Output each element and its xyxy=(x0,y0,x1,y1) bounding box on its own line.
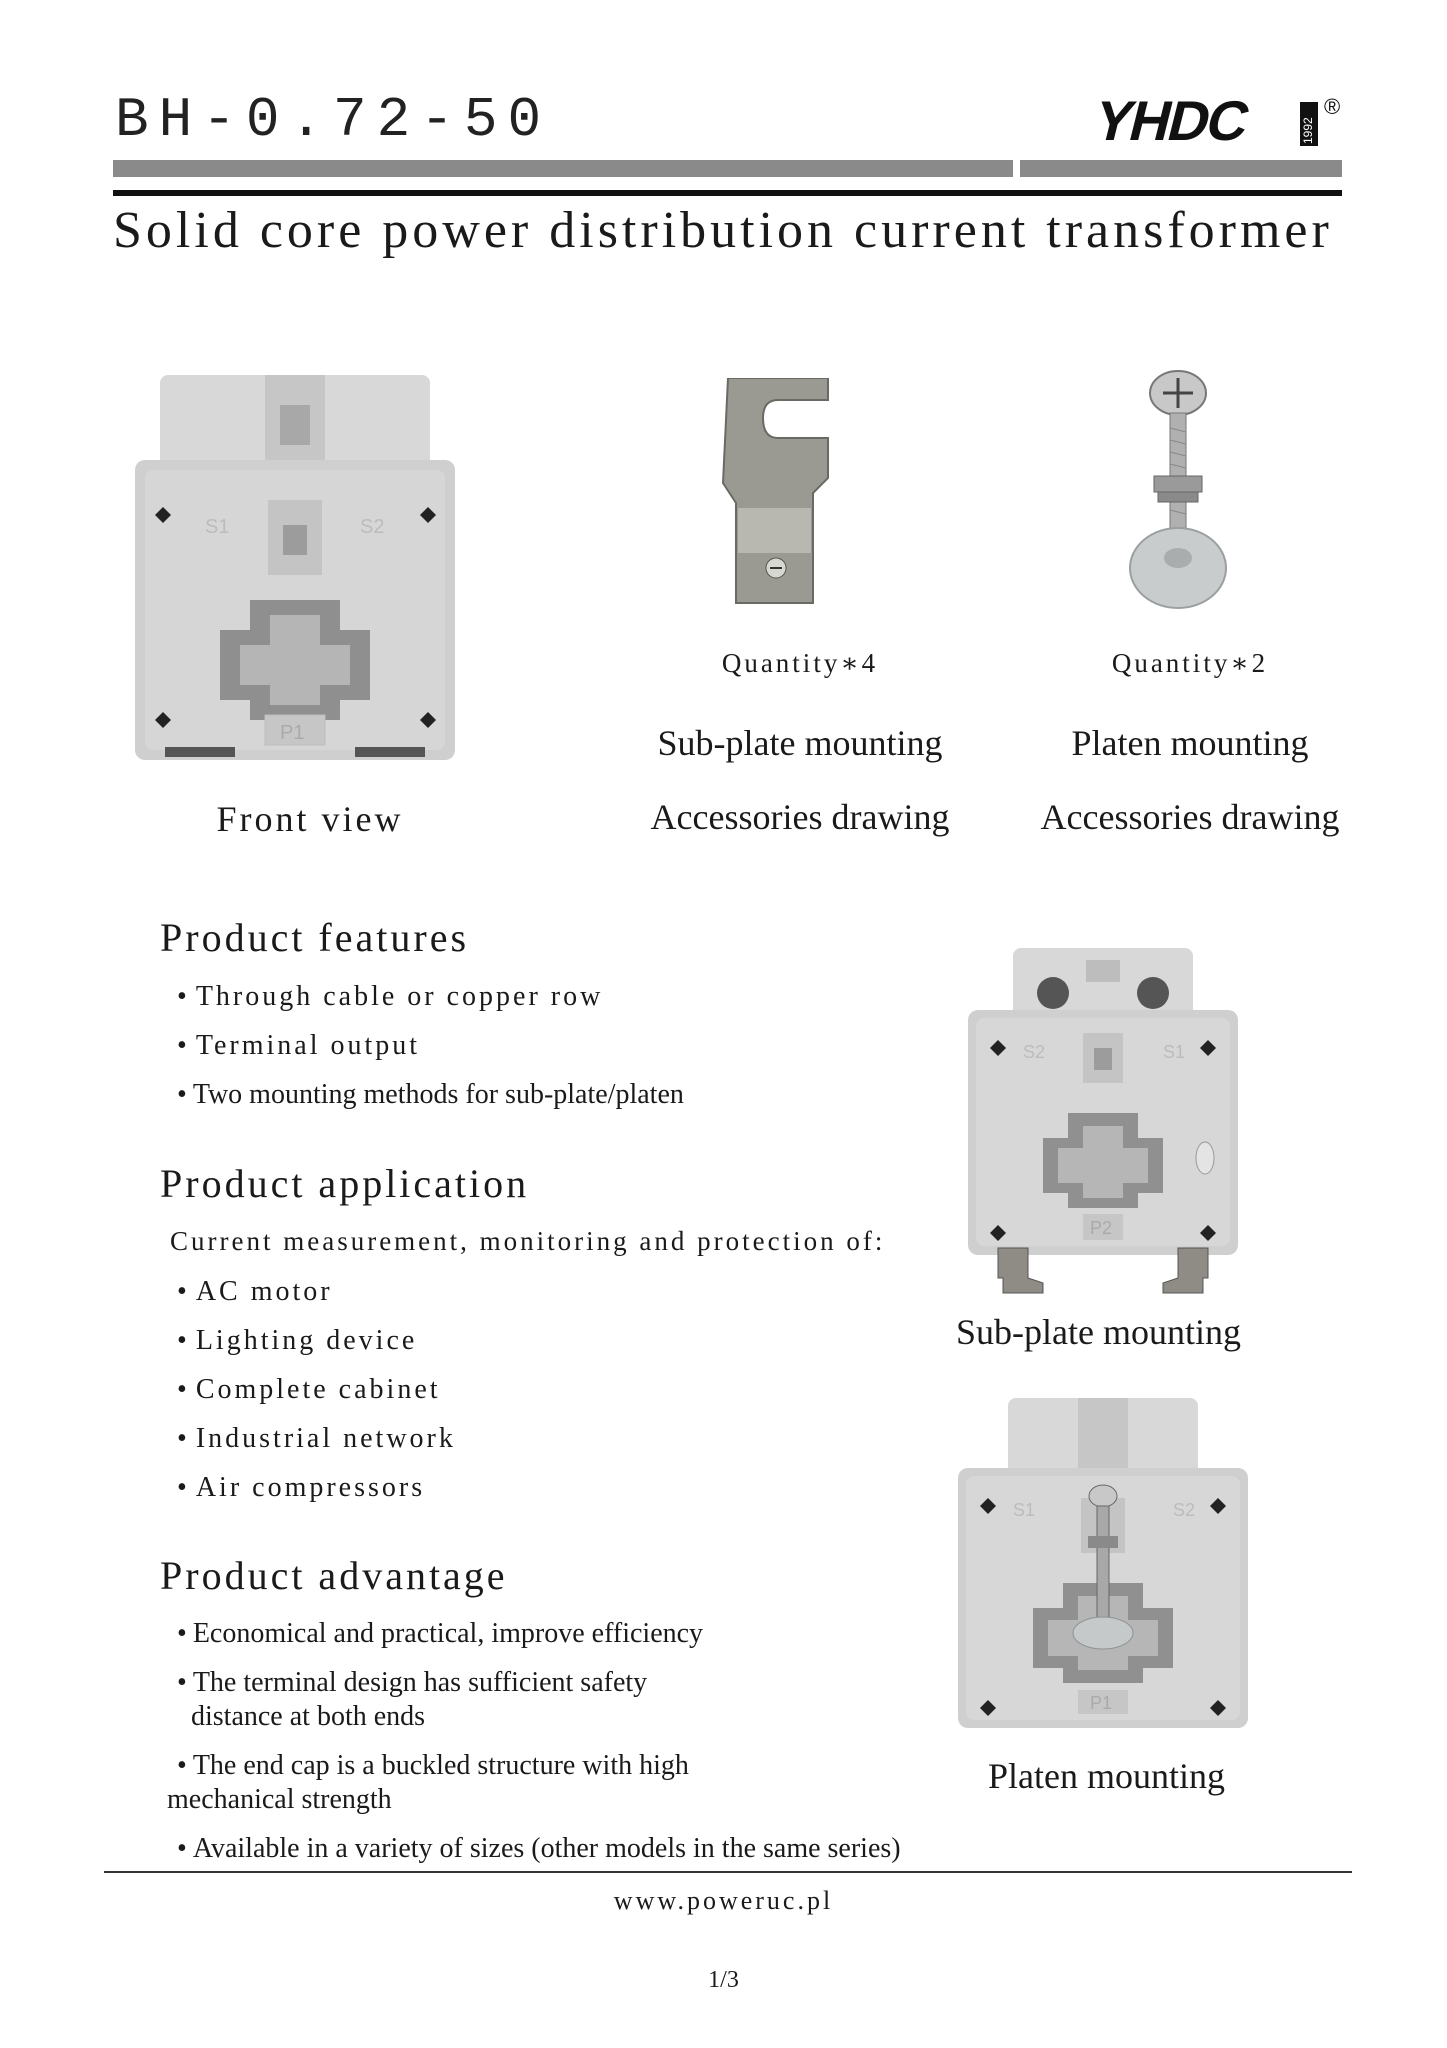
subplate-bracket-image xyxy=(718,378,838,610)
list-item: • Complete cabinet xyxy=(177,1374,441,1405)
list-item: • Through cable or copper row xyxy=(177,981,604,1012)
list-item: • Air compressors xyxy=(177,1472,426,1503)
application-title: Product application xyxy=(160,1161,530,1206)
svg-text:P1: P1 xyxy=(280,722,305,744)
list-item: • Lighting device xyxy=(177,1325,418,1356)
accessory-1-title: Sub-plate mounting xyxy=(657,723,943,763)
advantage-title: Product advantage xyxy=(160,1553,508,1598)
list-item: • Available in a variety of sizes (other models in the same series) xyxy=(177,1833,901,1864)
platen-bolt-image xyxy=(1108,368,1248,613)
svg-text:S1: S1 xyxy=(205,516,230,538)
svg-text:®: ® xyxy=(1324,94,1341,119)
svg-text:YHDC: YHDC xyxy=(1087,90,1254,153)
accessory-2-quantity: Quantity∗2 xyxy=(1111,648,1269,678)
brand-logo xyxy=(1082,88,1342,158)
header-bar-right xyxy=(1020,160,1342,177)
svg-text:1992: 1992 xyxy=(1301,117,1315,144)
svg-text:P1: P1 xyxy=(1090,1693,1113,1713)
svg-text:P2: P2 xyxy=(1090,1218,1113,1238)
subplate-mounting-caption: Sub-plate mounting xyxy=(956,1312,1241,1352)
page-number: 1/3 xyxy=(708,1967,739,1993)
list-item: • Industrial network xyxy=(177,1423,456,1454)
svg-text:S1: S1 xyxy=(1163,1042,1186,1062)
accessory-2-subtitle: Accessories drawing xyxy=(1040,797,1340,837)
list-item: • The end cap is a buckled structure with high xyxy=(177,1750,689,1781)
footer-rule xyxy=(104,1871,1352,1873)
application-intro: Current measurement, monitoring and protection of: xyxy=(170,1226,886,1256)
svg-text:S1: S1 xyxy=(1013,1500,1036,1520)
platen-mounting-image xyxy=(958,1398,1248,1738)
front-view-label: Front view xyxy=(216,799,404,839)
list-item-continuation: mechanical strength xyxy=(167,1784,392,1815)
accessory-1-subtitle: Accessories drawing xyxy=(650,797,950,837)
front-view-image xyxy=(135,375,455,770)
list-item: • Economical and practical, improve efficiency xyxy=(177,1618,704,1649)
accessory-2-title: Platen mounting xyxy=(1071,723,1309,763)
header-bar-left xyxy=(113,160,1013,177)
svg-text:S2: S2 xyxy=(360,516,385,538)
list-item: • The terminal design has sufficient safety xyxy=(177,1667,648,1698)
platen-mounting-caption: Platen mounting xyxy=(988,1756,1225,1796)
list-item: • AC motor xyxy=(177,1276,333,1307)
subplate-mounting-image xyxy=(968,948,1238,1298)
page-subtitle: Solid core power distribution current transformer xyxy=(113,202,1333,259)
svg-text:S2: S2 xyxy=(1173,1500,1196,1520)
footer-url[interactable]: www.poweruc.pl xyxy=(613,1886,834,1915)
list-item: • Two mounting methods for sub-plate/platen xyxy=(177,1079,684,1110)
list-item-continuation: distance at both ends xyxy=(191,1701,426,1732)
features-title: Product features xyxy=(160,915,470,960)
model-number: BH-0.72-50 xyxy=(115,88,552,152)
svg-text:S2: S2 xyxy=(1023,1042,1046,1062)
accessory-1-quantity: Quantity∗4 xyxy=(721,648,879,678)
header-rule xyxy=(113,190,1342,196)
list-item: • Terminal output xyxy=(177,1030,421,1061)
